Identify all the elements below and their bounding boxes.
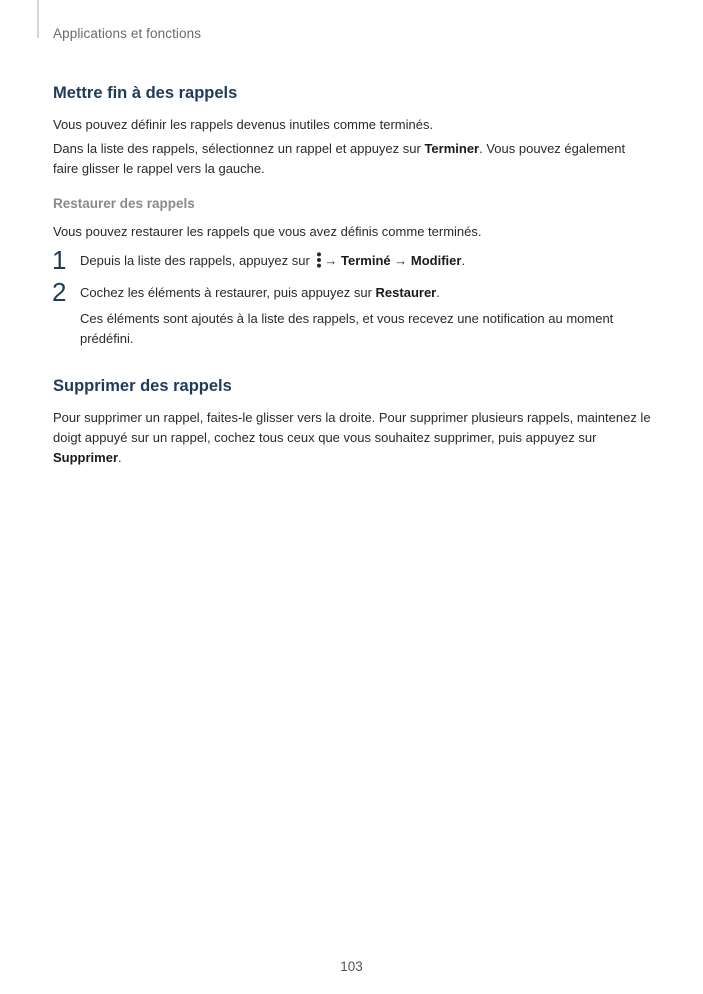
step-number: 2 xyxy=(52,277,67,307)
section-title-end-reminders: Mettre fin à des rappels xyxy=(53,84,238,102)
step-1 xyxy=(52,245,653,275)
section-title-delete-reminders: Supprimer des rappels xyxy=(53,377,232,395)
step-2-text: Cochez les éléments à restaurer, puis appuyez sur Restaurer. xyxy=(80,285,440,300)
page-number: 103 xyxy=(340,959,363,974)
term-modifier: Modifier xyxy=(410,253,462,268)
paragraph-delete-instructions: Pour supprimer un rappel, faites-le glisser vers la droite. Pour supprimer plusieurs rappels, maintenez le doigt appuyé sur un rappel, cochez tous ceux que vous souhaitez supprimer, puis appuyez sur Supprimer. xyxy=(53,410,651,465)
more-options-icon xyxy=(316,252,322,268)
term-terminer: Terminer xyxy=(424,141,480,156)
step-2 xyxy=(52,277,653,349)
paragraph-end-intro: Vous pouvez définir les rappels devenus inutiles comme terminés. xyxy=(53,117,434,132)
step-2-note: Ces éléments sont ajoutés à la liste des rappels, et vous recevez une notification au moment prédéfini. xyxy=(80,311,614,346)
running-header: Applications et fonctions xyxy=(53,26,202,41)
header-corner-rule xyxy=(37,0,39,38)
term-restaurer: Restaurer xyxy=(375,285,437,300)
term-supprimer: Supprimer xyxy=(53,450,119,465)
subsection-title-restore: Restaurer des rappels xyxy=(53,196,195,211)
step-1-text: Depuis la liste des rappels, appuyez sur → Terminé → Modifier. xyxy=(80,253,466,268)
term-termine: Terminé xyxy=(341,253,391,268)
page-content xyxy=(53,82,653,472)
paragraph-restore-intro: Vous pouvez restaurer les rappels que vous avez définis comme terminés. xyxy=(53,224,482,239)
step-number: 1 xyxy=(52,245,67,275)
paragraph-end-instructions: Dans la liste des rappels, sélectionnez un rappel et appuyez sur Terminer. Vous pouvez également faire glisser le rappel vers la gauche. xyxy=(53,141,626,176)
step-list xyxy=(52,245,653,349)
